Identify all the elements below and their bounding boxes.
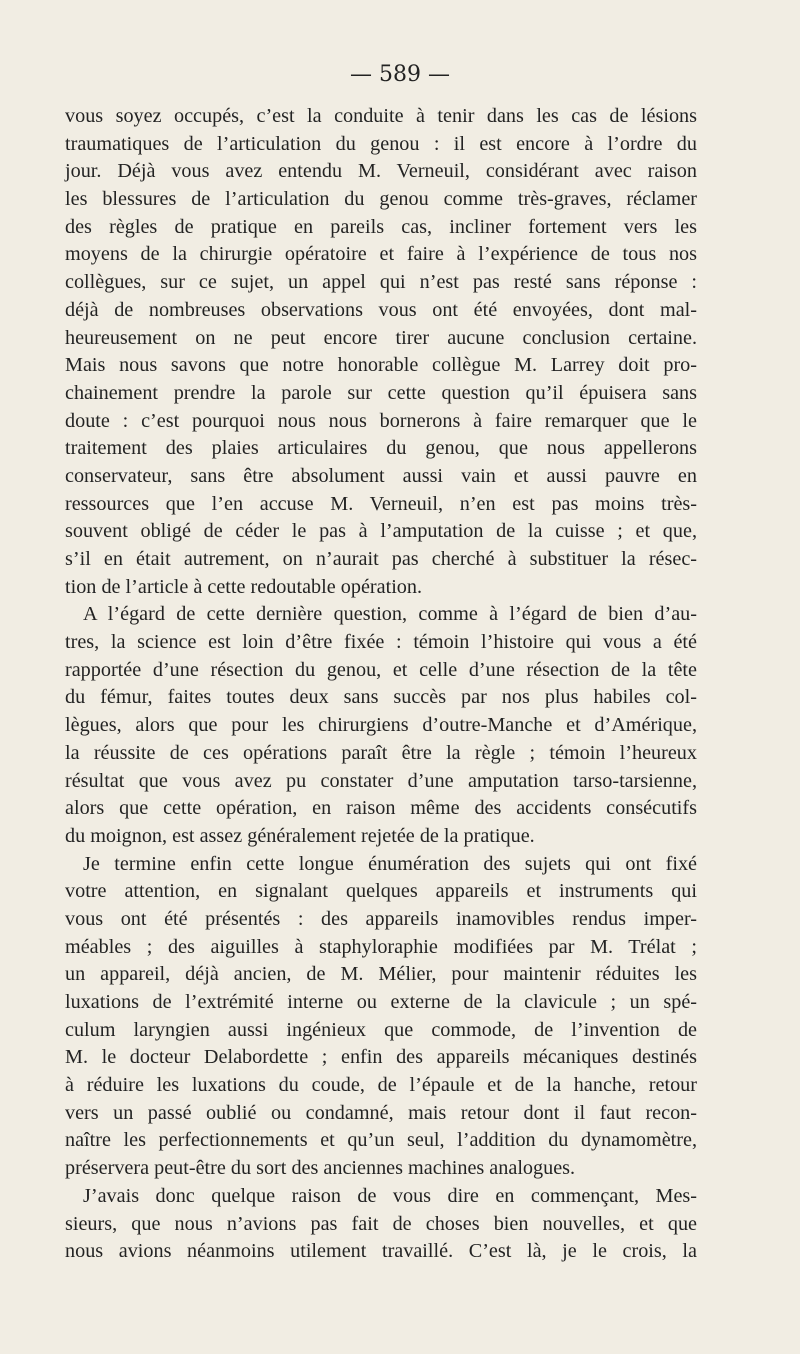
text-line: M. le docteur Delabordette ; enfin des appareils mécaniques destinés [65,1046,697,1069]
body-text [65,103,697,1266]
text-line: naître les perfectionnements et qu’un seul, l’addition du dynamomètre, [65,1129,697,1152]
paragraph [65,851,697,1183]
text-line: du moignon, est assez généralement rejetée de la pratique. [65,824,535,847]
paragraph [65,103,697,601]
text-line: lègues, alors que pour les chirurgiens d’outre-Manche et d’Amérique, [65,714,697,737]
text-line: vous ont été présentés : des appareils inamovibles rendus imper- [65,907,697,930]
text-line: rapportée d’une résection du genou, et celle d’une résection de la tête [65,658,697,681]
text-line: ressources que l’en accuse M. Verneuil, n’en est pas moins très- [65,492,697,515]
text-line: s’il en était autrement, on n’aurait pas cherché à substituer la résec- [65,548,697,570]
text-line: tres, la science est loin d’être fixée : témoin l’histoire qui vous a été [65,631,697,654]
text-line: Je termine enfin cette longue énumération des sujets qui ont fixé [83,852,697,875]
text-line: déjà de nombreuses observations vous ont été envoyées, dont mal- [65,298,697,321]
text-line: un appareil, déjà ancien, de M. Mélier, pour maintenir réduites les [65,963,697,986]
paragraph [65,601,697,850]
text-line: votre attention, en signalant quelques appareils et instruments qui [65,880,697,903]
text-line: la réussite de ces opérations paraît être la règle ; témoin l’heureux [65,741,697,764]
text-line: conservateur, sans être absolument aussi vain et aussi pauvre en [65,464,697,487]
text-line: moyens de la chirurgie opératoire et faire à l’expérience de tous nos [65,243,697,266]
text-line: traitement des plaies articulaires du genou, que nous appellerons [65,437,697,460]
text-line: doute : c’est pourquoi nous nous bornerons à faire remarquer que le [65,409,697,432]
text-line: traumatiques de l’articulation du genou : il est encore à l’ordre du [65,132,697,155]
text-line: heureusement on ne peut encore tirer aucune conclusion certaine. [65,326,697,349]
text-line: vous soyez occupés, c’est la conduite à tenir dans les cas de lésions [65,105,697,127]
text-line: des règles de pratique en pareils cas, incliner fortement vers les [65,215,697,238]
text-line: tion de l’article à cette redoutable opération. [65,575,423,598]
text-line: alors que cette opération, en raison même des accidents consécutifs [65,797,697,820]
text-line: méables ; des aiguilles à staphyloraphie modifiées par M. Trélat ; [65,935,697,958]
text-line: luxations de l’extrémité interne ou externe de la clavicule ; un spé- [65,991,697,1013]
text-line: J’avais donc quelque raison de vous dire en commençant, Mes- [83,1184,697,1207]
paragraph [65,1183,697,1266]
text-line: vers un passé oublié ou condamné, mais retour dont il faut recon- [65,1101,697,1124]
text-line: à réduire les luxations du coude, de l’épaule et de la hanche, retour [65,1074,697,1097]
text-line: préservera peut-être du sort des anciennes machines analogues. [65,1157,576,1180]
text-line: sieurs, que nous n’avions pas fait de choses bien nouvelles, et que [65,1212,697,1235]
text-line: les blessures de l’articulation du genou comme très-graves, réclamer [65,188,697,211]
text-line: souvent obligé de céder le pas à l’amputation de la cuisse ; et que, [65,520,697,543]
text-line: chainement prendre la parole sur cette question qu’il épuisera sans [65,381,697,404]
page-number: — 589 — [350,62,450,87]
text-line: A l’égard de cette dernière question, comme à l’égard de bien d’au- [83,603,697,626]
text-line: collègues, sur ce sujet, un appel qui n’est pas resté sans réponse : [65,271,697,294]
text-line: jour. Déjà vous avez entendu M. Verneuil, considérant avec raison [65,160,697,183]
text-line: résultat que vous avez pu constater d’une amputation tarso-tarsienne, [65,769,697,792]
text-line: nous avions néanmoins utilement travaillé. C’est là, je le crois, la [65,1240,697,1263]
text-line: culum laryngien aussi ingénieux que commode, de l’invention de [65,1018,697,1041]
text-line: du fémur, faites toutes deux sans succès par nos plus habiles col- [65,686,697,709]
text-line: Mais nous savons que notre honorable collègue M. Larrey doit pro- [65,354,697,377]
